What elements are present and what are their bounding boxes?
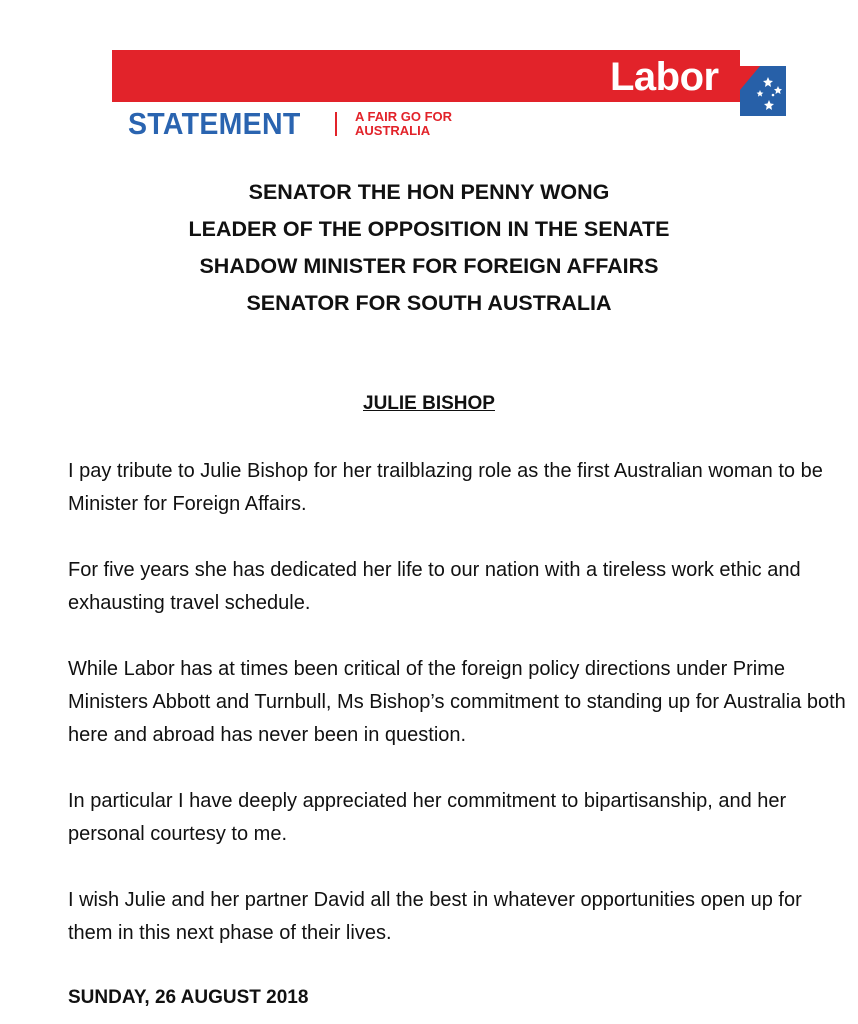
paragraph: For five years she has dedicated her life to our nation with a tireless work ethic and exhausting travel schedule. <box>68 559 801 614</box>
paragraph: I wish Julie and her partner David all the best in whatever opportunities open up for them in this next phase of their lives. <box>68 889 802 944</box>
paragraph: I pay tribute to Julie Bishop for her trailblazing role as the first Australian woman to be Minister for Foreign Affairs. <box>68 460 823 515</box>
paragraph: In particular I have deeply appreciated her commitment to bipartisanship, and her personal courtesy to me. <box>68 790 787 845</box>
tagline-line-1: A FAIR GO FOR <box>355 109 453 124</box>
southern-cross-flag-icon <box>740 66 786 116</box>
tagline-line-2: AUSTRALIA <box>355 123 431 138</box>
speaker-role-3: SENATOR FOR SOUTH AUSTRALIA <box>246 291 612 315</box>
speaker-name: SENATOR THE HON PENNY WONG <box>248 180 610 204</box>
tagline <box>355 110 452 138</box>
statement-label: STATEMENT <box>128 106 301 141</box>
speaker-block <box>0 174 858 322</box>
statement-body <box>68 455 848 983</box>
speaker-role-2: SHADOW MINISTER FOR FOREIGN AFFAIRS <box>199 254 659 278</box>
statement-date: SUNDAY, 26 AUGUST 2018 <box>68 987 309 1008</box>
header-divider <box>335 112 337 136</box>
statement-title: JULIE BISHOP <box>363 393 495 414</box>
labor-logo: Labor <box>610 55 719 99</box>
speaker-role-1: LEADER OF THE OPPOSITION IN THE SENATE <box>188 217 670 241</box>
paragraph: While Labor has at times been critical of the foreign policy directions under Prime Ministers Abbott and Turnbull, Ms Bishop’s commitment to standing up for Australia both here and abroad has never been in question. <box>68 658 846 746</box>
